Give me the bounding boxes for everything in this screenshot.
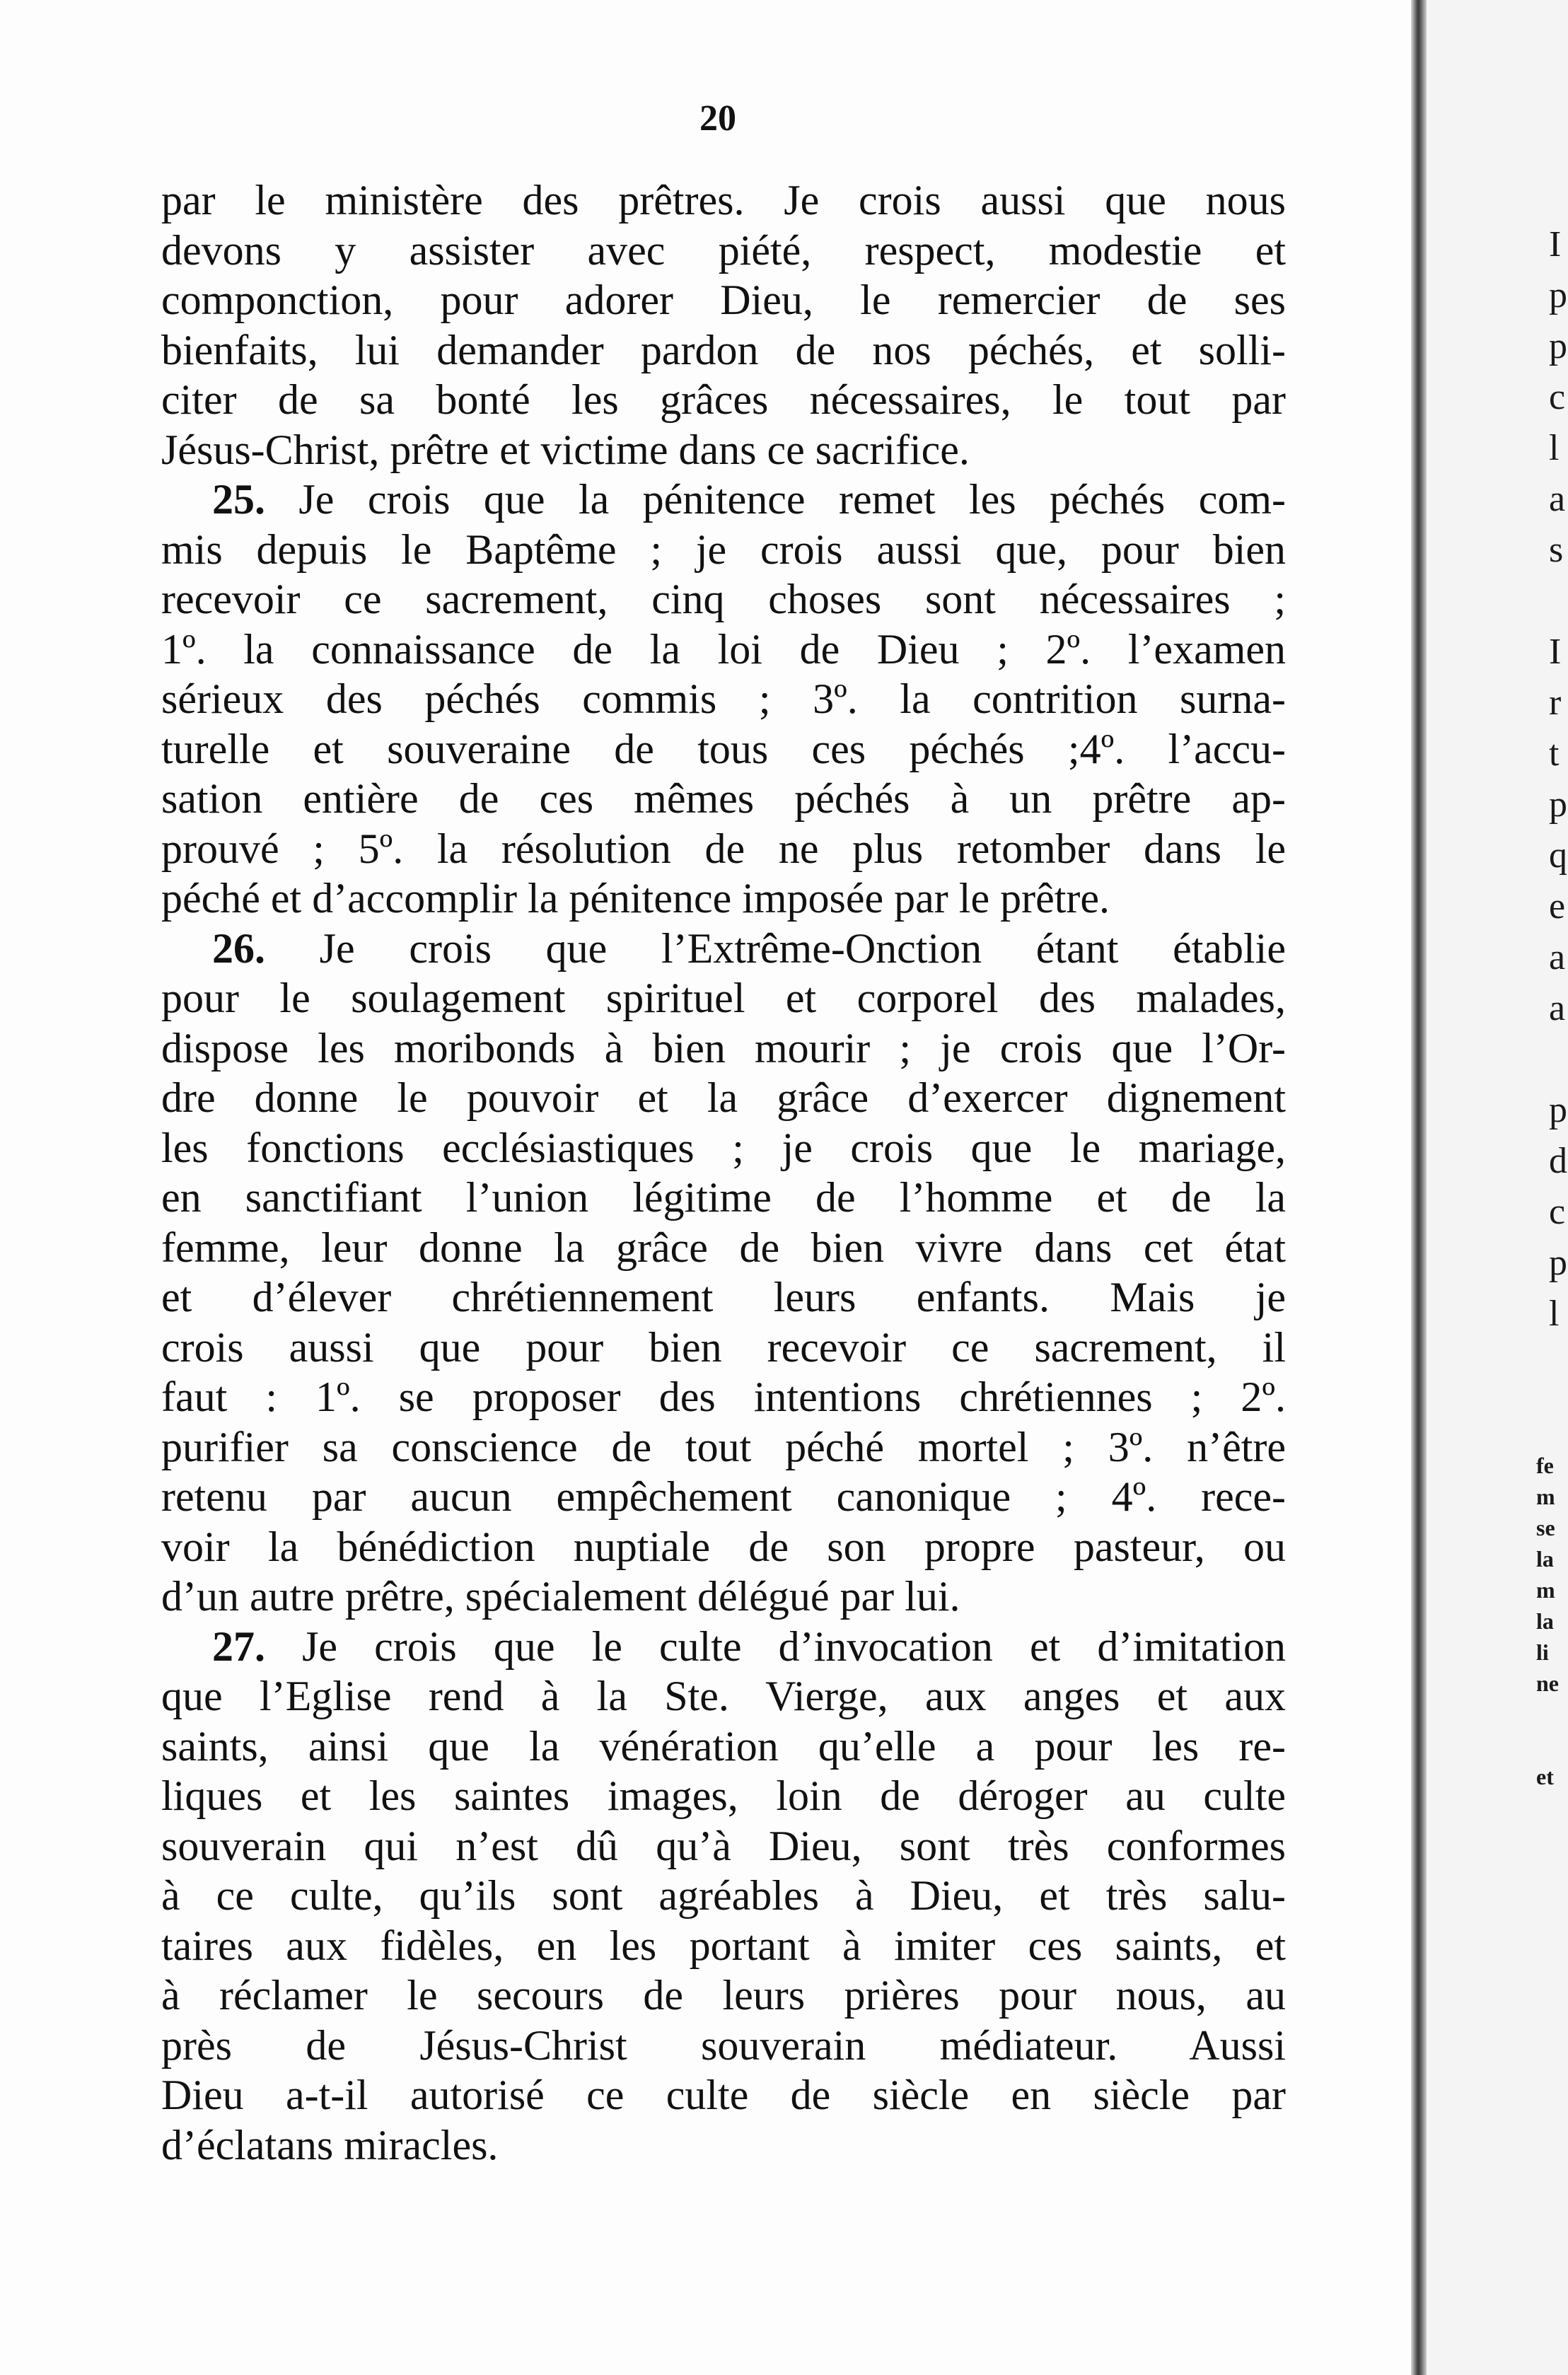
line-text: citer de sa bonté les grâces nécessaires, le tout par (161, 376, 1286, 423)
line-text: saints, ainsi que la vénération qu’elle a pour les re- (161, 1722, 1286, 1770)
facing-letter: c (1549, 1192, 1566, 1232)
text-line (161, 226, 1286, 276)
text-line (161, 1871, 1286, 1921)
text-line (161, 475, 1286, 525)
line-text: turelle et souveraine de tous ces péchés ;4º. l’accu- (161, 725, 1286, 772)
facing-small-letter: et (1536, 1764, 1554, 1789)
facing-letter: r (1549, 683, 1562, 723)
text-line (161, 1721, 1286, 1772)
line-text: Je crois que le culte d’invocation et d’imitation (265, 1622, 1286, 1670)
text-line (161, 1123, 1286, 1173)
facing-small-letter (1536, 1699, 1559, 1730)
text-line (161, 1970, 1286, 2021)
line-text: à ce culte, qu’ils sont agréables à Dieu, et très salu- (161, 1872, 1286, 1919)
line-text: par le ministère des prêtres. Je crois aussi que nous (161, 177, 1286, 223)
text-line (161, 1771, 1286, 1821)
text-line (161, 1522, 1286, 1572)
facing-letter: l (1549, 428, 1560, 468)
facing-page-letters (1549, 219, 1567, 1340)
text-line (161, 1372, 1286, 1422)
line-text: liques et les saintes images, loin de déroger au culte (161, 1772, 1286, 1819)
text-line (161, 2120, 1286, 2171)
text-line (161, 774, 1286, 824)
facing-letter: I (1549, 224, 1562, 265)
line-text: Je crois que la pénitence remet les péchés com- (265, 476, 1286, 523)
facing-letter (1549, 576, 1567, 627)
line-text: près de Jésus-Christ souverain médiateur. Aussi (161, 2021, 1286, 2069)
book-gutter (1411, 0, 1427, 2375)
line-text: d’un autre prêtre, spécialement délégué par lui. (161, 1573, 960, 1620)
facing-letter: p (1549, 1090, 1567, 1130)
body-text (161, 175, 1286, 2170)
line-text: Dieu a-t-il autorisé ce culte de siècle en siècle par (161, 2072, 1286, 2118)
line-text: crois aussi que pour bien recevoir ce sacrement, il (161, 1323, 1286, 1371)
line-text: retenu par aucun empêchement canonique ; 4º. rece- (161, 1473, 1286, 1520)
facing-letter: p (1549, 1243, 1567, 1283)
facing-letter: p (1549, 275, 1567, 315)
line-text: Je crois que l’Extrême-Onction étant établie (265, 924, 1286, 972)
facing-small-letter: ne (1536, 1671, 1559, 1696)
facing-letter: p (1549, 326, 1567, 366)
line-text: péché et d’accomplir la pénitence imposée par le prêtre. (161, 875, 1110, 922)
text-line (161, 1023, 1286, 1074)
line-text: et d’élever chrétiennement leurs enfants. Mais je (161, 1274, 1286, 1320)
line-text: sation entière de ces mêmes péchés à un prêtre ap- (161, 775, 1286, 822)
line-text: mis depuis le Baptême ; je crois aussi que, pour bien (161, 525, 1286, 573)
text-line (161, 525, 1286, 575)
line-text: les fonctions ecclésiastiques ; je crois que le mariage, (161, 1124, 1286, 1171)
facing-small-letter: fe (1536, 1453, 1554, 1478)
text-line (161, 1422, 1286, 1473)
text-line (161, 1921, 1286, 1971)
facing-letter (1549, 1034, 1567, 1085)
text-line (161, 1821, 1286, 1871)
line-text: Jésus-Christ, prêtre et victime dans ce sacrifice. (161, 426, 970, 473)
facing-small-letter: m (1536, 1577, 1555, 1603)
facing-letter: t (1549, 733, 1560, 774)
facing-letter: a (1549, 937, 1566, 977)
line-text: taires aux fidèles, en les portant à imiter ces saints, et (161, 1922, 1286, 1969)
facing-page-small-letters (1536, 1450, 1559, 1792)
text-line (161, 1622, 1286, 1672)
text-line (161, 574, 1286, 625)
text-line (161, 674, 1286, 724)
line-text: 1º. la connaissance de la loi de Dieu ; 2º. l’examen (161, 625, 1286, 673)
text-line (161, 1671, 1286, 1721)
facing-page-edge (1427, 0, 1568, 2375)
line-text: recevoir ce sacrement, cinq choses sont nécessaires ; (161, 576, 1286, 622)
line-text: en sanctifiant l’union légitime de l’homme et de la (161, 1174, 1286, 1221)
facing-letter: l (1549, 1294, 1560, 1334)
text-line (161, 375, 1286, 425)
text-line (161, 175, 1286, 226)
text-line (161, 924, 1286, 974)
line-text: voir la bénédiction nuptiale de son propre pasteur, ou (161, 1523, 1286, 1570)
facing-letter: e (1549, 886, 1566, 927)
facing-small-letter: la (1536, 1546, 1554, 1572)
line-text: componction, pour adorer Dieu, le remercier de ses (161, 277, 1286, 323)
text-line (161, 1223, 1286, 1273)
line-text: prouvé ; 5º. la résolution de ne plus retomber dans le (161, 825, 1286, 872)
facing-small-letter (1536, 1730, 1559, 1761)
text-line (161, 1173, 1286, 1223)
line-text: dispose les moribonds à bien mourir ; je crois que l’Or- (161, 1024, 1286, 1072)
line-text: femme, leur donne la grâce de bien vivre dans cet état (161, 1224, 1286, 1271)
text-line (161, 325, 1286, 376)
text-line (161, 873, 1286, 924)
line-text: dre donne le pouvoir et la grâce d’exercer dignement (161, 1074, 1286, 1121)
facing-letter: p (1549, 784, 1567, 825)
text-line (161, 824, 1286, 874)
article-number: 26. (212, 924, 265, 972)
facing-small-letter: li (1536, 1639, 1549, 1665)
facing-letter: q (1549, 835, 1567, 876)
line-text: d’éclatans miracles. (161, 2121, 499, 2168)
line-text: que l’Eglise rend à la Ste. Vierge, aux anges et aux (161, 1673, 1286, 1719)
facing-letter: a (1549, 479, 1566, 519)
line-text: à réclamer le secours de leurs prières pour nous, au (161, 1972, 1286, 2019)
line-text: souverain qui n’est dû qu’à Dieu, sont très conformes (161, 1822, 1286, 1869)
facing-letter: a (1549, 988, 1566, 1028)
facing-letter: d (1549, 1141, 1567, 1181)
line-text: pour le soulagement spirituel et corporel des malades, (161, 975, 1286, 1021)
line-text: purifier sa conscience de tout péché mortel ; 3º. n’être (161, 1423, 1286, 1470)
facing-letter: I (1549, 632, 1562, 672)
facing-small-letter: se (1536, 1515, 1555, 1540)
text-line (161, 1572, 1286, 1622)
text-line (161, 1323, 1286, 1373)
facing-letter: s (1549, 530, 1564, 570)
line-text: faut : 1º. se proposer des intentions chrétiennes ; 2º. (161, 1374, 1286, 1420)
article-number: 25. (212, 476, 265, 523)
facing-small-letter: m (1536, 1484, 1555, 1509)
facing-letter: c (1549, 377, 1566, 417)
text-line (161, 724, 1286, 774)
line-text: sérieux des péchés commis ; 3º. la contrition surna- (161, 675, 1286, 722)
page-number: 20 (699, 98, 736, 139)
text-line (161, 625, 1286, 675)
facing-small-letter: la (1536, 1608, 1554, 1634)
text-line (161, 2021, 1286, 2071)
article-number: 27. (212, 1622, 265, 1670)
text-line (161, 425, 1286, 475)
text-line (161, 1272, 1286, 1323)
text-line (161, 1073, 1286, 1123)
text-line (161, 1472, 1286, 1522)
text-line (161, 275, 1286, 325)
line-text: bienfaits, lui demander pardon de nos péchés, et solli- (161, 326, 1286, 373)
line-text: devons y assister avec piété, respect, modestie et (161, 226, 1286, 274)
text-line (161, 973, 1286, 1023)
text-line (161, 2070, 1286, 2120)
